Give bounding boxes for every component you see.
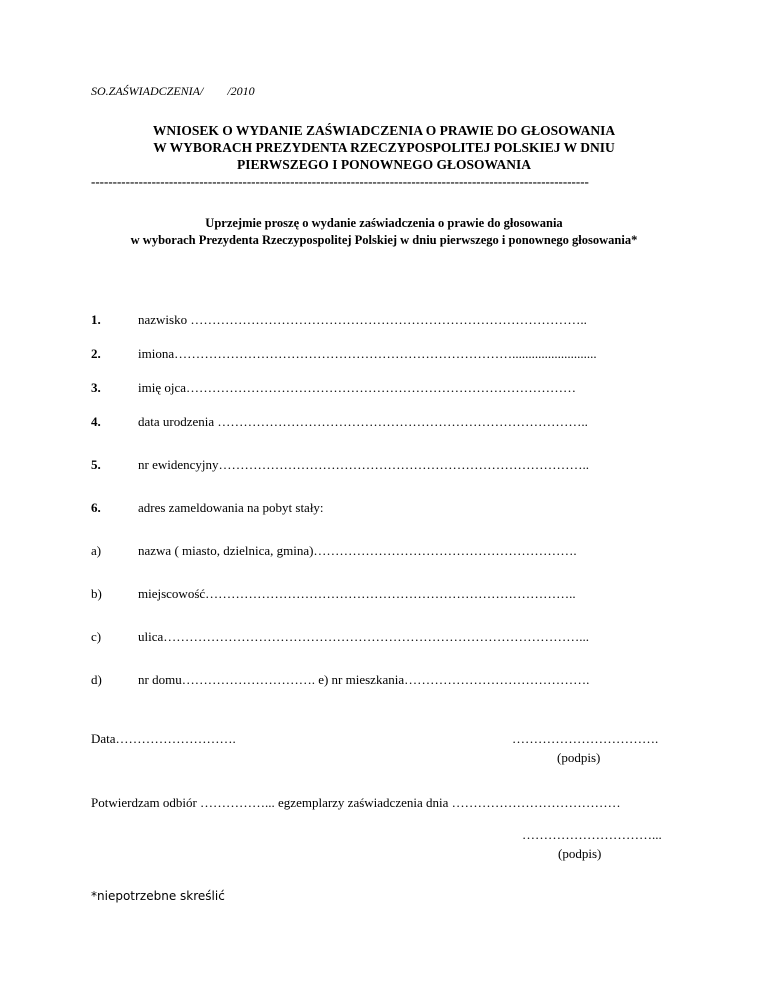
intro-line-2: w wyborach Prezydenta Rzeczypospolitej Polskiej w dniu pierwszego i ponownego głosowania*	[130, 233, 638, 247]
field-letter-d: d)	[91, 672, 102, 687]
field-surname[interactable]: nazwisko ………………………………………………………………………………..	[138, 312, 587, 327]
field-address-heading: adres zameldowania na pobyt stały:	[138, 500, 324, 515]
field-house-apartment[interactable]: nr domu…………………………. e) nr mieszkania…………………………………….	[138, 672, 590, 687]
field-number-6: 6.	[91, 500, 101, 515]
receipt-confirmation[interactable]: Potwierdzam odbiór ……………... egzemplarzy zaświadczenia dnia …………………………………	[91, 795, 621, 810]
field-letter-c: c)	[91, 629, 102, 644]
field-letter-a: a)	[91, 543, 102, 558]
document-reference	[91, 84, 255, 99]
field-father-name[interactable]: imię ojca………………………………………………………………………………	[138, 380, 577, 395]
title-line-2: W WYBORACH PREZYDENTA RZECZYPOSPOLITEJ POLSKIEJ W DNIU	[153, 140, 615, 155]
title-line-3: PIERWSZEGO I PONOWNEGO GŁOSOWANIA	[237, 157, 531, 172]
footnote: *niepotrzebne skreślić	[91, 889, 225, 903]
field-number-4: 4.	[91, 414, 101, 429]
signature-label-1: (podpis)	[557, 750, 601, 765]
signature-line-2[interactable]: …………………………...	[522, 827, 662, 842]
reference-prefix: SO.ZAŚWIADCZENIA/	[91, 84, 204, 98]
field-number-1: 1.	[91, 312, 101, 327]
field-number-3: 3.	[91, 380, 101, 395]
request-intro	[0, 215, 768, 249]
field-number-2: 2.	[91, 346, 101, 361]
field-pesel[interactable]: nr ewidencyjny…………………………………………………………………………..	[138, 457, 590, 472]
field-first-names[interactable]: imiona……………………………………………………………………..........................	[138, 346, 597, 361]
field-municipality[interactable]: nazwa ( miasto, dzielnica, gmina)…………………………………………………….	[138, 543, 577, 558]
field-street[interactable]: ulica……………………………………………………………………………………...	[138, 629, 590, 644]
dashed-separator: -------------------------------------------------------------------------------------------------------------------	[91, 174, 589, 189]
field-locality[interactable]: miejscowość…………………………………………………………………………..	[138, 586, 576, 601]
signature-label-2: (podpis)	[558, 846, 602, 861]
document-title	[0, 122, 768, 173]
title-line-1: WNIOSEK O WYDANIE ZAŚWIADCZENIA O PRAWIE DO GŁOSOWANIA	[152, 123, 616, 138]
signature-line-1[interactable]: …………………………….	[512, 731, 659, 746]
intro-line-1: Uprzejmie proszę o wydanie zaświadczenia o prawie do głosowania	[205, 216, 563, 230]
field-letter-b: b)	[91, 586, 102, 601]
date-field[interactable]: Data……………………….	[91, 731, 236, 746]
field-number-5: 5.	[91, 457, 101, 472]
reference-year: /2010	[227, 84, 255, 98]
field-birth-date[interactable]: data urodzenia …………………………………………………………………………..	[138, 414, 588, 429]
